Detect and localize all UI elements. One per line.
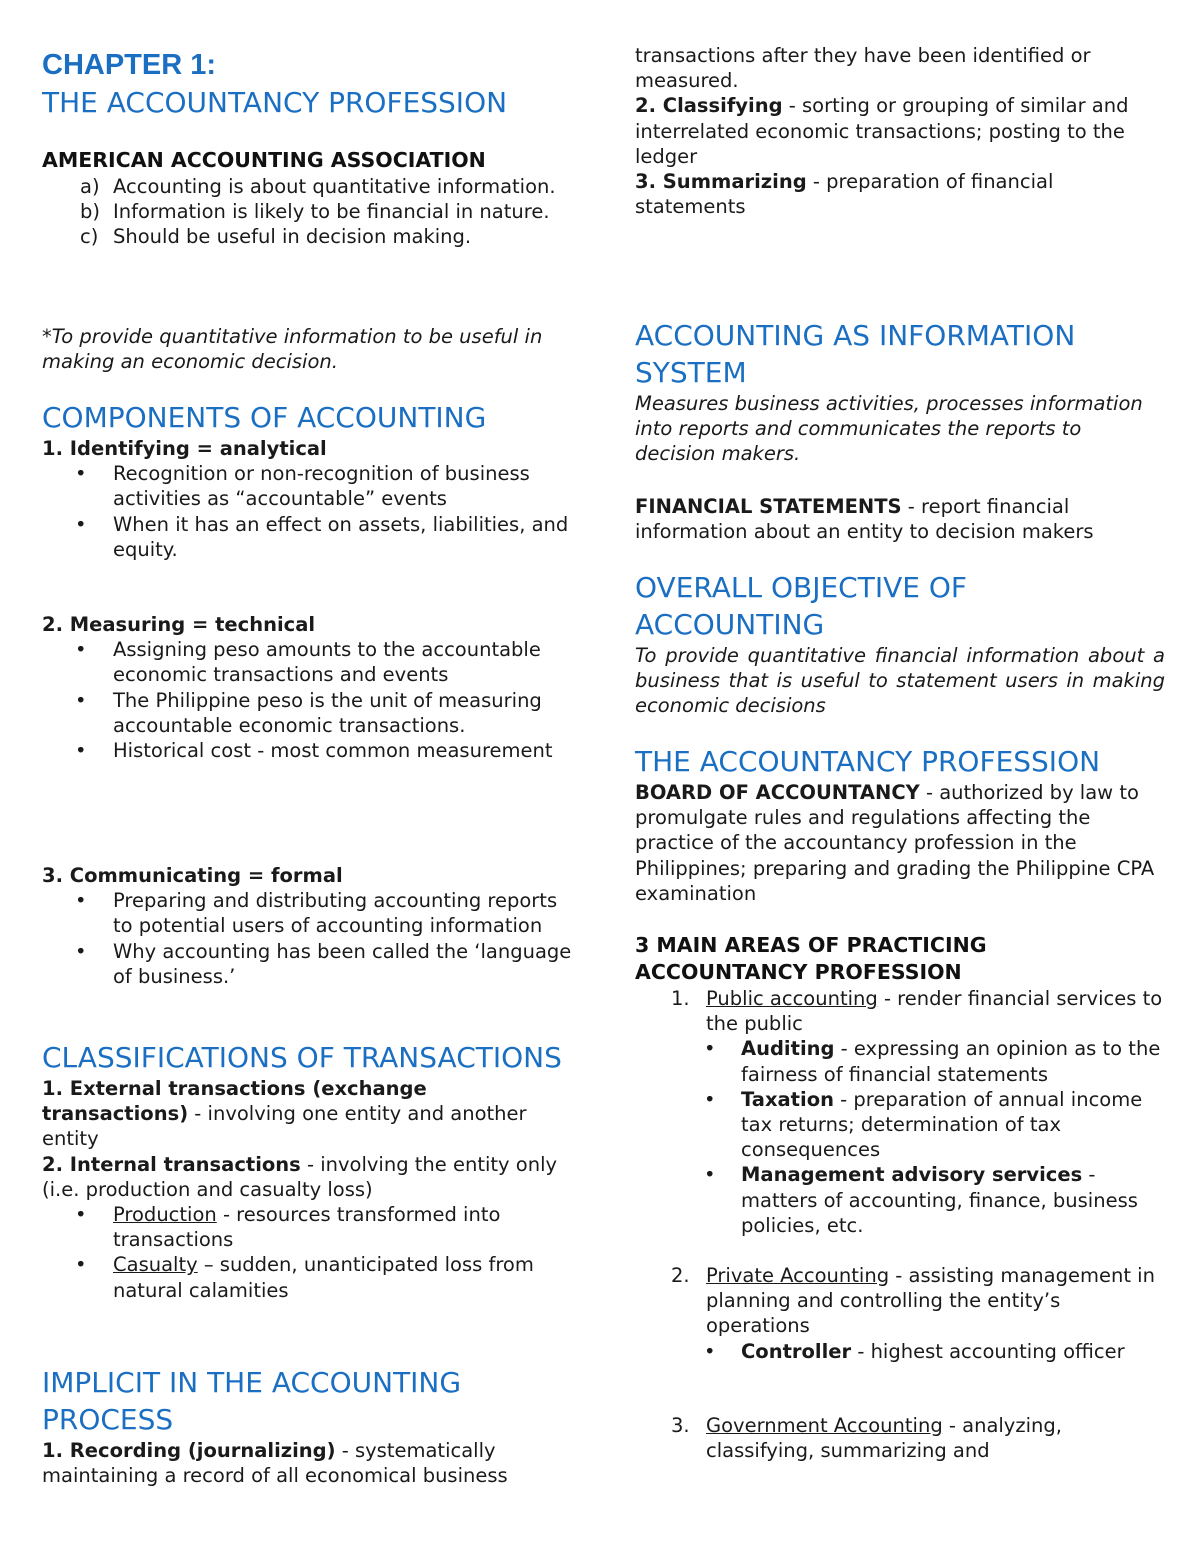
identifying-list	[42, 461, 572, 562]
bullet-icon: •	[75, 1253, 87, 1277]
financial-statements-block	[635, 494, 1165, 544]
implicit-heading: IMPLICIT IN THE ACCOUNTING PROCESS	[42, 1366, 462, 1436]
summarizing-text: 3. Summarizing - preparation of financial statements	[635, 170, 1054, 219]
measuring-section	[42, 612, 572, 763]
info-system-heading: ACCOUNTING AS INFORMATION SYSTEM	[635, 319, 1076, 389]
government-accounting-item	[635, 1413, 1165, 1463]
list-item	[42, 637, 572, 687]
internal-list	[42, 1202, 572, 1303]
private-accounting-item	[635, 1263, 1165, 1339]
board-of-accountancy-text: BOARD OF ACCOUNTANCY - authorized by law to promulgate rules and regulations affecting the practice of the accountancy profession in the Philippines; preparing and grading the Philippine CPA examination	[635, 781, 1155, 905]
list-item: • Production - resources transformed into transactions	[75, 1203, 501, 1252]
areas-section	[635, 932, 1165, 1238]
list-item: • Auditing - expressing an opinion as to the fairness of financial statements	[704, 1037, 1161, 1086]
info-system-text: Measures business activities, processes information into reports and communicates the reports to decision makers.	[635, 392, 1143, 466]
objective-section	[635, 569, 1165, 719]
external-transactions: 1. External transactions (exchange transactions) - involving one entity and another entity	[42, 1077, 527, 1151]
list-item: 2. Private Accounting - assisting management in planning and controlling the entity’s operations	[671, 1264, 1155, 1338]
aaa-heading: AMERICAN ACCOUNTING ASSOCIATION	[42, 148, 486, 172]
profession-section	[635, 743, 1165, 906]
bullet-icon: •	[704, 1163, 716, 1187]
bullet-icon: •	[75, 688, 87, 712]
measuring-list	[42, 637, 572, 763]
list-item: 1. Public accounting - render financial services to the public	[671, 987, 1163, 1036]
profession-heading: THE ACCOUNTANCY PROFESSION	[635, 745, 1101, 778]
list-item: • Casualty – sudden, unanticipated loss from natural calamities	[75, 1253, 534, 1302]
info-system-section	[635, 317, 1165, 467]
public-accounting-list	[635, 1036, 1165, 1238]
classifications-section	[42, 1039, 572, 1303]
bullet-icon: •	[75, 889, 87, 913]
list-item-text: Preparing and distributing accounting reports to potential users of accounting information	[113, 889, 558, 938]
bullet-icon: •	[75, 939, 87, 963]
financial-statements-text: FINANCIAL STATEMENTS - report financial information about an entity to decision makers	[635, 495, 1094, 544]
bullet-icon: •	[75, 638, 87, 662]
private-accounting-list	[635, 1339, 1165, 1364]
list-marker: 3.	[671, 1414, 690, 1437]
communicating-section	[42, 863, 572, 989]
recording-continued: transactions after they have been identified or measured.	[635, 44, 1091, 93]
components-section	[42, 399, 572, 562]
process-continued	[635, 43, 1165, 219]
list-item-text: Assigning peso amounts to the accountable economic transactions and events	[113, 638, 541, 687]
areas-heading: 3 MAIN AREAS OF PRACTICING ACCOUNTANCY PROFESSION	[635, 933, 987, 984]
list-item-text: Information is likely to be financial in nature.	[113, 200, 550, 224]
implicit-section	[42, 1364, 572, 1488]
classifications-heading: CLASSIFICATIONS OF TRANSACTIONS	[42, 1041, 562, 1074]
bullet-icon: •	[704, 1339, 716, 1363]
list-item: 3. Government Accounting - analyzing, classifying, summarizing and	[671, 1414, 1062, 1463]
objective-text: To provide quantitative financial information about a business that is useful to statement users in making economic decisions	[635, 644, 1165, 718]
list-marker: a)	[80, 175, 100, 198]
list-item	[42, 512, 572, 562]
list-item-text: When it has an effect on assets, liabilities, and equity.	[113, 512, 569, 561]
list-item-text: Historical cost - most common measurement	[113, 739, 553, 763]
list-item-text: Accounting is about quantitative information.	[113, 175, 556, 198]
bullet-icon: •	[704, 1087, 716, 1111]
list-marker: 2.	[671, 1264, 690, 1287]
bullet-icon: •	[75, 739, 87, 763]
communicating-list	[42, 888, 572, 989]
bullet-icon: •	[75, 1203, 87, 1227]
chapter-title: THE ACCOUNTANCY PROFESSION	[42, 86, 508, 119]
recording-text: 1. Recording (journalizing) - systematically maintaining a record of all economical business	[42, 1439, 508, 1488]
list-item-text: Recognition or non-recognition of business activities as “accountable” events	[113, 462, 530, 511]
list-item-text: The Philippine peso is the unit of measuring accountable economic transactions.	[113, 688, 542, 737]
chapter-label: CHAPTER 1:	[42, 49, 217, 81]
list-marker: b)	[80, 200, 100, 224]
classifying-text: 2. Classifying - sorting or grouping of similar and interrelated economic transactions; posting to the ledger	[635, 94, 1129, 168]
aaa-note-block	[42, 324, 572, 374]
measuring-heading: 2. Measuring = technical	[42, 613, 316, 636]
chapter-header	[42, 47, 572, 121]
list-item	[42, 738, 572, 763]
bullet-icon: •	[75, 512, 87, 536]
communicating-heading: 3. Communicating = formal	[42, 864, 343, 887]
list-item	[42, 199, 572, 224]
list-item	[42, 174, 572, 199]
bullet-icon: •	[75, 462, 87, 486]
list-marker: c)	[80, 225, 99, 249]
government-accounting-section	[635, 1413, 1165, 1463]
list-item: • Taxation - preparation of annual income tax returns; determination of tax consequences	[704, 1087, 1143, 1162]
list-item	[42, 461, 572, 511]
private-accounting-section	[635, 1263, 1165, 1364]
list-item-text: Why accounting has been called the ‘language of business.’	[113, 939, 572, 988]
identifying-heading: 1. Identifying = analytical	[42, 437, 327, 460]
list-item	[42, 224, 572, 249]
public-accounting-item	[635, 986, 1165, 1036]
list-item: • Controller - highest accounting officer	[704, 1339, 1125, 1363]
list-item: • Management advisory services - matters of accounting, finance, business policies, etc.	[704, 1163, 1138, 1237]
objective-heading: OVERALL OBJECTIVE OF ACCOUNTING	[635, 571, 967, 641]
internal-transactions: 2. Internal transactions - involving the entity only (i.e. production and casualty loss)	[42, 1152, 558, 1201]
list-item-text: Should be useful in decision making.	[113, 225, 472, 249]
aaa-note: *To provide quantitative information to be useful in making an economic decision.	[42, 325, 543, 374]
aaa-section	[42, 147, 572, 250]
list-item	[42, 939, 572, 989]
list-item	[42, 688, 572, 738]
aaa-list	[42, 174, 572, 250]
components-heading: COMPONENTS OF ACCOUNTING	[42, 401, 487, 434]
list-item	[42, 888, 572, 938]
bullet-icon: •	[704, 1037, 716, 1061]
list-marker: 1.	[671, 987, 690, 1010]
